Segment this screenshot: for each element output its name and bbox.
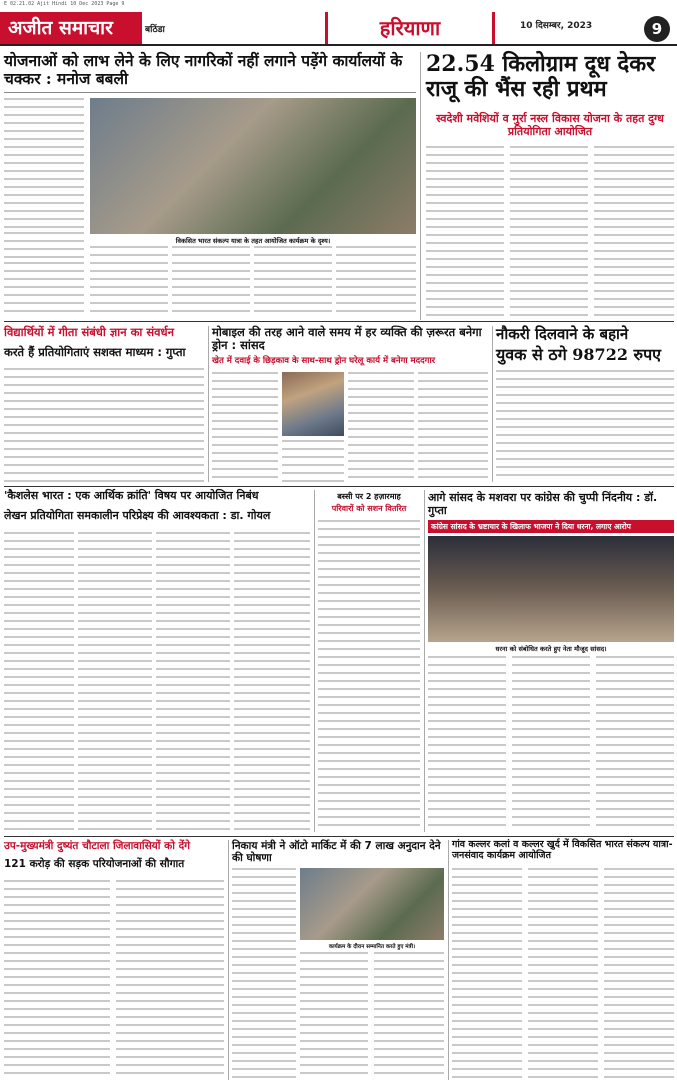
column-divider <box>448 840 449 1080</box>
story-11-body-col-1 <box>452 868 522 1080</box>
story-10-body-col-2 <box>300 952 368 1080</box>
story-4-photo <box>282 372 344 436</box>
story-6-body-col-1 <box>4 532 74 832</box>
story-8-body-col-2 <box>512 656 590 832</box>
story-3-headline-2: करते हैं प्रतियोगिताएं सशक्त माध्यम : गुप्ता <box>4 345 186 359</box>
story-1-body-col-1 <box>4 98 84 228</box>
story-11-body-col-3 <box>604 868 674 1080</box>
story-2-body-col-3 <box>594 146 674 316</box>
newspaper-logo: अजीत समाचार <box>0 12 142 44</box>
story-1-body-col-1b <box>4 232 84 259</box>
story-9-headline-2: 121 करोड़ की सड़क परियोजनाओं की सौगात <box>4 858 185 870</box>
story-2-subhead: स्वदेशी मवेशियों व मुर्रा नस्ल विकास योजना के तहत दुग्ध प्रतियोगिता आयोजित <box>436 112 664 139</box>
story-6-headline-2: लेखन प्रतियोगिता समकालीन परिप्रेक्ष्य की आवश्यकता : डा. गोयल <box>4 509 271 522</box>
story-10-body-col-1 <box>232 868 296 1080</box>
story-1-headline: योजनाओं को लाभ लेने के लिए नागरिकों नहीं लगाने पड़ेंगे कार्यालयों के चक्कर : मनोज बबली <box>4 51 403 88</box>
story-1-body-col-2 <box>90 246 168 316</box>
column-divider <box>314 490 315 832</box>
story-8-headline: आगे सांसद के मशवरा पर कांग्रेस की चुप्पी निंदनीय : डॉ. गुप्ता <box>428 491 658 517</box>
story-1-body-col-3 <box>172 246 250 316</box>
story-2-body-col-1 <box>426 146 504 316</box>
section-divider <box>4 836 674 837</box>
story-5-body <box>496 370 674 482</box>
story-8-photo <box>428 536 674 642</box>
story-10-body-col-3 <box>374 952 444 1080</box>
story-4-body-col-4 <box>418 372 488 482</box>
story-6-body-col-2 <box>78 532 152 832</box>
story-6-headline-1: 'कैशलेस भारत : एक आर्थिक क्रांति' विषय पर आयोजित निबंध <box>4 489 259 502</box>
story-1-body-col-1c <box>4 262 84 316</box>
story-3-headline-1: विद्यार्थियों में गीता संबंधी ज्ञान का संवर्धन <box>4 325 175 339</box>
page-number: 9 <box>644 16 670 42</box>
story-1-photo <box>90 98 416 234</box>
masthead <box>0 12 677 46</box>
story-7-body <box>318 520 420 832</box>
story-10-headline: निकाय मंत्री ने ऑटो मार्किट में की 7 लाख अनुदान देने की घोषणा <box>232 840 441 865</box>
story-4-body-col-1 <box>212 372 278 482</box>
story-1-body-col-5 <box>336 246 416 316</box>
story-11-body-col-2 <box>528 868 598 1080</box>
column-divider <box>228 840 229 1080</box>
issue-date: 10 दिसम्बर, 2023 <box>520 21 593 31</box>
story-10-photo <box>300 868 444 940</box>
story-6-body-col-3 <box>156 532 230 832</box>
story-7-kicker: बस्सी पर 2 हज़ारमाह <box>337 492 401 501</box>
story-4-headline: मोबाइल की तरह आने वाले समय में हर व्यक्ति की ज़रूरत बनेगा ड्रोन : सांसद <box>212 325 482 353</box>
story-5-headline-1: नौकरी दिलवाने के बहाने <box>496 325 629 343</box>
story-9-body-col-2 <box>116 880 224 1080</box>
column-divider <box>492 326 493 482</box>
story-10-caption: कार्यक्रम के दौरान सम्मानित करते हुए मंत्री। <box>328 944 416 950</box>
section-divider <box>4 486 674 487</box>
story-7-headline: परिवारों को सशन वितरित <box>331 504 407 513</box>
section-title: हरियाणा <box>325 12 495 44</box>
story-4-body-col-2 <box>282 440 344 482</box>
story-8-body-col-1 <box>428 656 506 832</box>
story-9-body-col-1 <box>4 880 110 1080</box>
edition-city: बठिंडा <box>145 25 165 35</box>
story-2-body-col-2 <box>510 146 588 316</box>
story-6-body-col-4 <box>234 532 310 832</box>
story-9-headline-1: उप-मुख्यमंत्री दुष्यंत चौटाला जिलावासियों को देंगे <box>4 840 191 852</box>
print-line: E 02.21.02 Ajit Hindi 10 Dec 2023 Page 9 <box>4 1 125 7</box>
story-8-subhead: कांग्रेस सांसद के भ्रष्टाचार के खिलाफ भाजपा ने दिया धरना, लगाए आरोप <box>428 520 674 533</box>
story-11-headline: गांव कल्लर कलां व कल्लर खुर्द में विकसित भारत संकल्प यात्रा-जनसंवाद कार्यक्रम आयोजित <box>452 839 673 861</box>
divider <box>4 92 416 93</box>
story-8-caption: धरना को संबोधित करते हुए नेता मौजूद सांसद। <box>495 645 607 653</box>
story-2-headline: 22.54 किलोग्राम दूध देकर राजू की भैंस रही प्रथम <box>426 51 656 103</box>
column-divider <box>420 52 421 320</box>
section-divider <box>4 321 674 322</box>
column-divider <box>424 490 425 832</box>
story-5-headline-2: युवक से ठगे 98722 रुपए <box>496 345 662 364</box>
column-divider <box>208 326 209 482</box>
story-1-caption: विकसित भारत संकल्प यात्रा के तहत आयोजित कार्यक्रम के दृश्य। <box>175 237 331 245</box>
story-1-body-col-4 <box>254 246 332 316</box>
story-8-body-col-3 <box>596 656 674 832</box>
story-3-body <box>4 368 204 482</box>
story-4-subhead: खेत में दवाई के छिड़काव के साथ-साथ ड्रोन घरेलू कार्य में बनेगा मददगार <box>212 356 436 366</box>
story-4-body-col-3 <box>348 372 414 482</box>
